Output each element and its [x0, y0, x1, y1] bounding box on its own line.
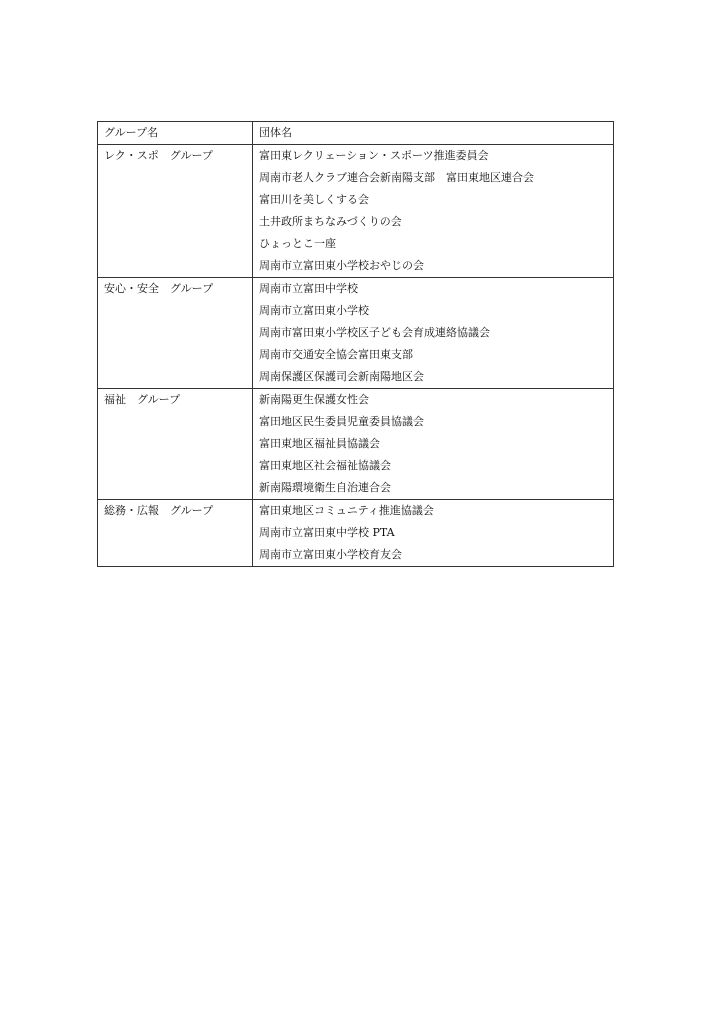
document-page: [97, 121, 613, 567]
org-name: 富田東地区コミュニティ推進協議会: [259, 504, 434, 517]
group-name-cell: [98, 278, 253, 389]
org-name: 周南市立富田東小学校育友会: [259, 548, 402, 561]
header-cell-group: [98, 122, 253, 145]
table-row: [98, 389, 614, 500]
org-list-cell: [253, 500, 614, 567]
org-name: 周南保護区保護司会新南陽地区会: [259, 370, 424, 383]
table-row: [98, 278, 614, 389]
org-name: 富田東レクリェーション・スポーツ推進委員会: [259, 149, 489, 162]
table-header-row: [98, 122, 614, 145]
org-name: 周南市立富田東小学校: [259, 304, 369, 317]
org-name: 富田地区民生委員児童委員協議会: [259, 415, 424, 428]
group-name: 福祉 グループ: [104, 393, 181, 406]
group-name: レク・スポ グループ: [104, 149, 213, 162]
org-name: ひょっとこ一座: [259, 237, 336, 250]
org-name: 周南市交通安全協会富田東支部: [259, 348, 413, 361]
org-name: 新南陽環境衛生自治連合会: [259, 481, 391, 494]
org-name: 周南市立富田中学校: [259, 282, 358, 295]
org-name: 周南市老人クラブ連合会新南陽支部 富田東地区連合会: [259, 171, 534, 184]
org-name: 周南市富田東小学校区子ども会育成連絡協議会: [259, 326, 490, 339]
org-name: 土井政所まちなみづくりの会: [259, 215, 402, 228]
header-group-label: グループ名: [104, 126, 159, 139]
group-name-cell: [98, 500, 253, 567]
org-name: 新南陽更生保護女性会: [259, 393, 369, 406]
group-name-cell: [98, 145, 253, 278]
org-list-cell: [253, 389, 614, 500]
org-name: 周南市立富田東小学校おやじの会: [259, 259, 424, 272]
header-cell-org: [253, 122, 614, 145]
table-row: [98, 500, 614, 567]
header-org-label: 団体名: [259, 126, 292, 139]
org-name: 富田川を美しくする会: [259, 193, 369, 206]
group-name: 総務・広報 グループ: [104, 504, 214, 517]
org-name: 富田東地区社会福祉協議会: [259, 459, 391, 472]
org-list-cell: [253, 278, 614, 389]
org-name: 周南市立富田東中学校 PTA: [259, 526, 395, 539]
org-list-cell: [253, 145, 614, 278]
table-row: [98, 145, 614, 278]
group-table: [97, 121, 614, 567]
group-name: 安心・安全 グループ: [104, 282, 214, 295]
org-name: 富田東地区福祉員協議会: [259, 437, 380, 450]
group-name-cell: [98, 389, 253, 500]
